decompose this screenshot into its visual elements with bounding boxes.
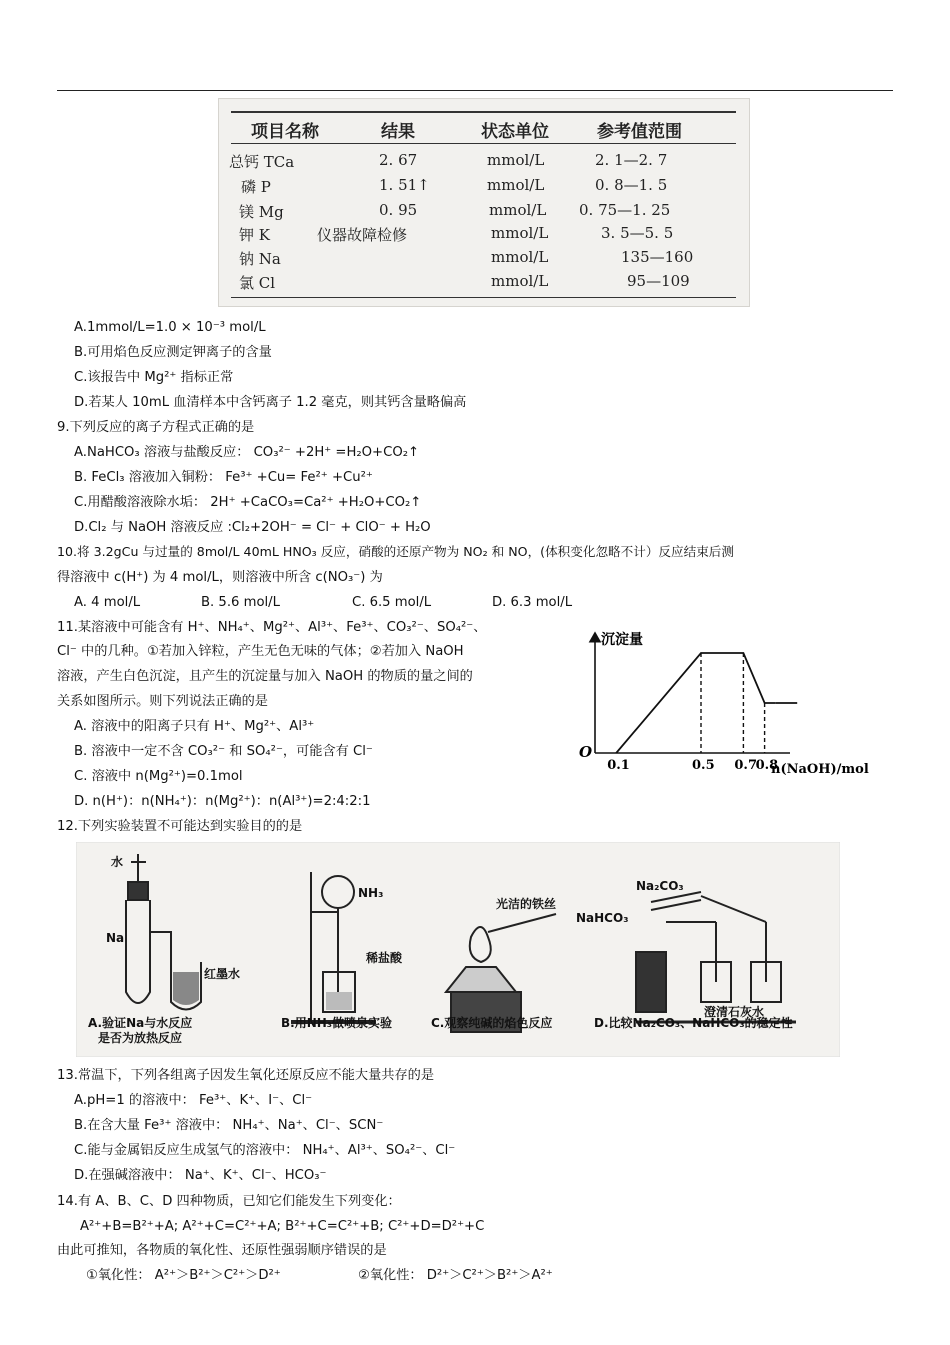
q9-option-a: A.NaHCO₃ 溶液与盐酸反应： CO₃²⁻ +2H⁺ =H₂O+CO₂↑: [74, 445, 420, 460]
q13-stem: 13.常温下，下列各组离子因发生氧化还原反应不能大量共存的是: [57, 1068, 435, 1083]
q9-stem: 9.下列反应的离子方程式正确的是: [57, 420, 255, 435]
q10-stem-line1: 10.将 3.2gCu 与过量的 8mol/L 40mL HNO₃ 反应，硝酸的还原产物为 NO₂ 和 NO，(体积变化忽略不计）反应结束后测: [57, 544, 734, 559]
col-header-unit: 状态单位: [481, 122, 549, 142]
origin-label: O: [579, 743, 593, 761]
q9-option-d: D.Cl₂ 与 NaOH 溶液反应 :Cl₂+2OH⁻ = Cl⁻ + ClO⁻ + H₂O: [74, 520, 431, 535]
table-bottom-rule: [231, 297, 736, 298]
q11-option-d: D. n(H⁺)：n(NH₄⁺)：n(Mg²⁺)：n(Al³⁺)=2:4:2:1: [74, 794, 371, 809]
x-axis-label: n(NaOH)/mol: [771, 762, 869, 777]
q11-option-a: A. 溶液中的阳离子只有 H⁺、Mg²⁺、Al³⁺: [74, 719, 315, 734]
x-tick-label: 0.8: [755, 758, 779, 773]
row-item: 磷 P: [241, 178, 271, 196]
label-limewater: 澄清石灰水: [704, 1005, 765, 1019]
q8-option-b: B.可用焰色反应测定钾离子的含量: [74, 345, 272, 360]
caption-b: B.用NH₃做喷泉实验: [281, 1016, 393, 1030]
label-nahco3: NaHCO₃: [576, 911, 629, 925]
y-axis-label: 沉淀量: [601, 632, 643, 648]
x-tick-label: 0.1: [607, 758, 630, 773]
col-header-result: 结果: [381, 122, 415, 142]
row-ref: 135—160: [621, 248, 694, 266]
label-na: Na: [106, 931, 125, 945]
q10-option-a: A. 4 mol/L: [74, 595, 141, 610]
q12-stem: 12.下列实验装置不可能达到实验目的的是: [57, 819, 303, 834]
q14-option-2: ②氧化性： D²⁺＞C²⁺＞B²⁺＞A²⁺: [358, 1268, 553, 1283]
q10-option-c: C. 6.5 mol/L: [352, 595, 432, 610]
row-result: 仪器故障检修: [317, 226, 408, 244]
row-unit: mmol/L: [487, 151, 545, 169]
row-unit: mmol/L: [491, 272, 549, 290]
row-unit: mmol/L: [491, 224, 549, 242]
caption-d: D.比较Na₂CO₃、NaHCO₃的稳定性: [594, 1016, 793, 1030]
row-unit: mmol/L: [489, 201, 547, 219]
q8-option-a: A.1mmol/L=1.0 × 10⁻³ mol/L: [74, 320, 266, 335]
q14-reactions: A²⁺+B=B²⁺+A; A²⁺+C=C²⁺+A; B²⁺+C=C²⁺+B; C²⁺+D=D²⁺+C: [80, 1219, 485, 1234]
q14-option-1: ①氧化性： A²⁺＞B²⁺＞C²⁺＞D²⁺: [86, 1268, 281, 1283]
row-item: 钠 Na: [239, 250, 281, 268]
row-ref: 3. 5—5. 5: [601, 224, 674, 242]
row-ref: 95—109: [627, 272, 690, 290]
row-result: 0. 95: [379, 201, 418, 219]
label-water: 水: [111, 855, 124, 869]
lab-report-table: [218, 98, 750, 307]
q13-option-c: C.能与金属铝反应生成氢气的溶液中： NH₄⁺、Al³⁺、SO₄²⁻、Cl⁻: [74, 1143, 456, 1158]
q10-option-d: D. 6.3 mol/L: [492, 595, 573, 610]
q9-option-b: B. FeCl₃ 溶液加入铜粉： Fe³⁺ +Cu= Fe²⁺ +Cu²⁺: [74, 470, 373, 485]
q13-option-a: A.pH=1 的溶液中： Fe³⁺、K⁺、I⁻、Cl⁻: [74, 1093, 313, 1108]
caption-a-line2: 是否为放热反应: [98, 1031, 183, 1045]
q11-option-c: C. 溶液中 n(Mg²⁺)=0.1mol: [74, 769, 243, 784]
table-header-rule: [231, 143, 736, 144]
q13-option-b: B.在含大量 Fe³⁺ 溶液中： NH₄⁺、Na⁺、Cl⁻、SCN⁻: [74, 1118, 384, 1133]
label-na2co3: Na₂CO₃: [636, 879, 684, 893]
apparatus-figure: [76, 842, 840, 1057]
col-header-item: 项目名称: [251, 122, 319, 142]
q11-stem-line4: 关系如图所示。则下列说法正确的是: [57, 694, 268, 709]
label-dilute-hcl: 稀盐酸: [366, 951, 403, 965]
q14-stem: 14.有 A、B、C、D 四种物质，已知它们能发生下列变化：: [57, 1194, 401, 1209]
q8-option-d: D.若某人 10mL 血清样本中含钙离子 1.2 毫克，则其钙含量略偏高: [74, 395, 467, 410]
row-unit: mmol/L: [491, 248, 549, 266]
q13-option-d: D.在强碱溶液中： Na⁺、K⁺、Cl⁻、HCO₃⁻: [74, 1168, 327, 1183]
q11-stem-line2: Cl⁻ 中的几种。①若加入锌粒，产生无色无味的气体；②若加入 NaOH: [57, 644, 464, 659]
x-tick-label: 0.5: [692, 758, 715, 773]
table-top-rule: [231, 111, 736, 113]
row-item: 镁 Mg: [239, 203, 284, 221]
q9-option-c: C.用醋酸溶液除水垢： 2H⁺ +CaCO₃=Ca²⁺ +H₂O+CO₂↑: [74, 495, 422, 510]
q11-stem-line3: 溶液，产生白色沉淀，且产生的沉淀量与加入 NaOH 的物质的量之间的: [57, 669, 473, 684]
header-rule: [57, 90, 893, 91]
label-nh3: NH₃: [358, 886, 384, 900]
label-iron-wire: 光洁的铁丝: [496, 897, 557, 911]
q10-option-b: B. 5.6 mol/L: [201, 595, 280, 610]
row-ref: 0. 8—1. 5: [595, 176, 668, 194]
q10-stem-line2: 得溶液中 c(H⁺) 为 4 mol/L，则溶液中所含 c(NO₃⁻) 为: [57, 570, 383, 585]
caption-c: C.观察纯碱的焰色反应: [431, 1016, 553, 1030]
x-tick-label: 0.7: [734, 758, 758, 773]
label-red-ink: 红墨水: [204, 967, 241, 981]
row-ref: 2. 1—2. 7: [595, 151, 668, 169]
row-result: 2. 67: [379, 151, 418, 169]
caption-a-line1: A.验证Na与水反应: [88, 1016, 193, 1030]
row-ref: 0. 75—1. 25: [579, 201, 671, 219]
q8-option-c: C.该报告中 Mg²⁺ 指标正常: [74, 370, 234, 385]
precipitate-chart: [575, 625, 875, 777]
row-result: 1. 51↑: [379, 176, 430, 194]
col-header-ref: 参考值范围: [597, 122, 682, 142]
precipitate-line: [616, 653, 775, 753]
q11-option-b: B. 溶液中一定不含 CO₃²⁻ 和 SO₄²⁻，可能含有 Cl⁻: [74, 744, 373, 759]
row-item: 总钙 TCa: [229, 153, 295, 171]
q11-stem-line1: 11.某溶液中可能含有 H⁺、NH₄⁺、Mg²⁺、Al³⁺、Fe³⁺、CO₃²⁻、SO₄²⁻、: [57, 620, 487, 635]
row-item: 钾 K: [239, 226, 270, 244]
row-unit: mmol/L: [487, 176, 545, 194]
q14-inference: 由此可推知，各物质的氧化性、还原性强弱顺序错误的是: [57, 1243, 387, 1258]
row-item: 氯 Cl: [239, 274, 276, 292]
